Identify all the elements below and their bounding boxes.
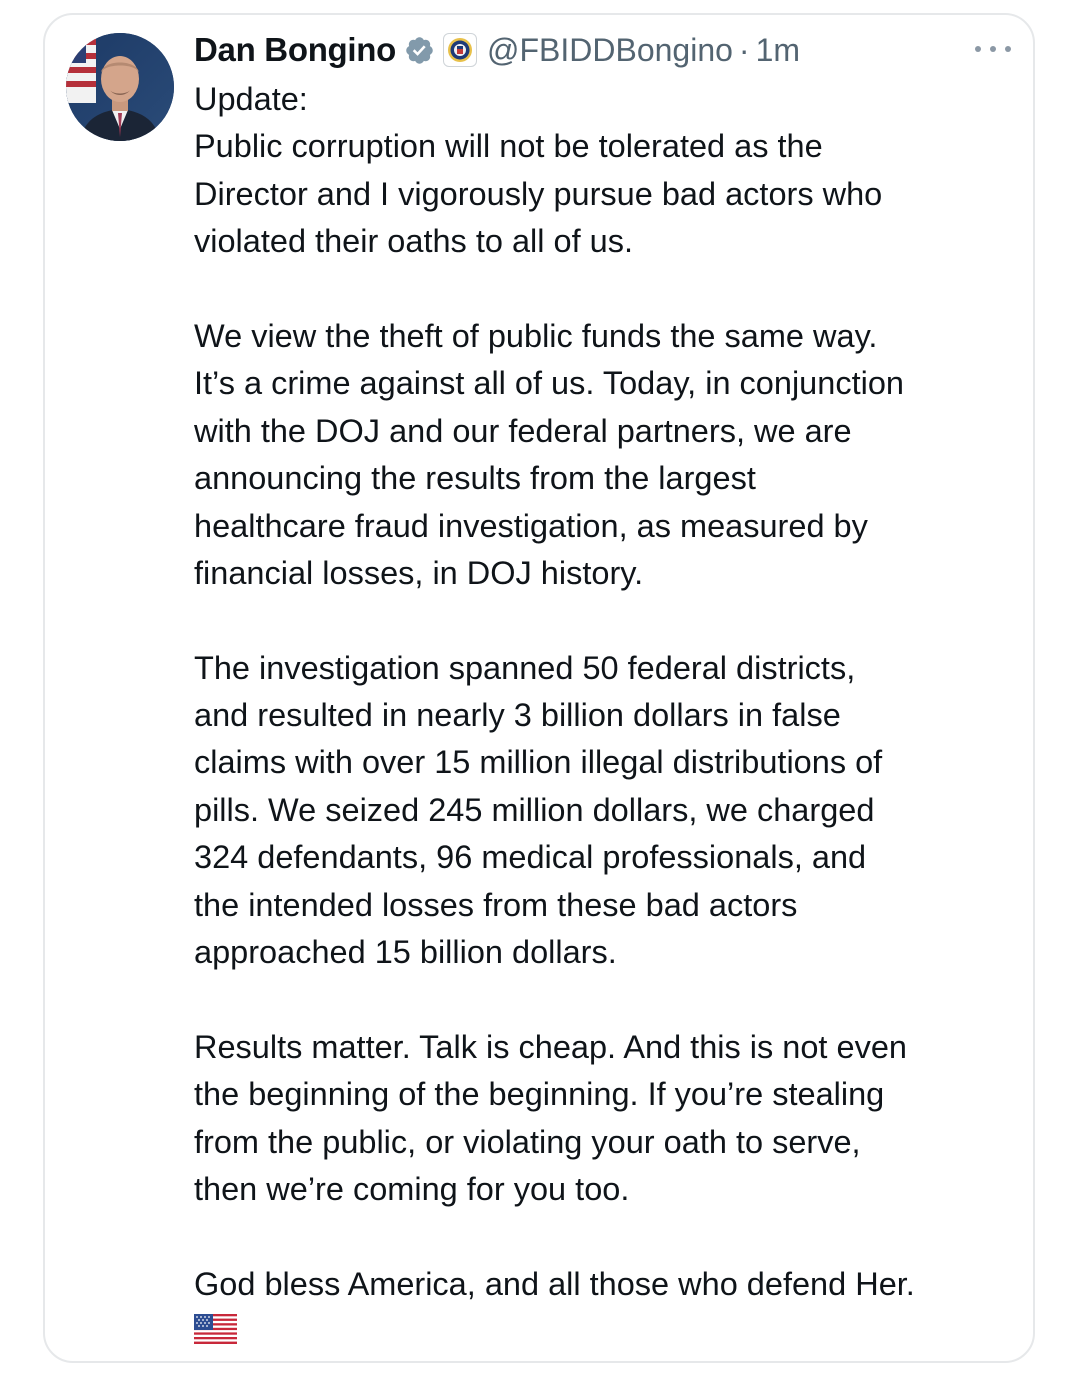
body-line: and resulted in nearly 3 billion dollars in false — [194, 697, 841, 734]
body-line: The investigation spanned 50 federal districts, — [194, 649, 856, 686]
body-line: announcing the results from the largest — [194, 460, 756, 497]
body-line: with the DOJ and our federal partners, we are — [194, 412, 852, 449]
body-line: Director and I vigorously pursue bad actors who — [194, 175, 883, 212]
body-line: God bless America, and all those who defend Her. — [194, 1265, 915, 1302]
us-flag-emoji — [194, 1314, 237, 1344]
body-line: 324 defendants, 96 medical professionals, and — [194, 839, 867, 876]
body-line: claims with over 15 million illegal distributions of — [194, 744, 883, 781]
body-line: then we’re coming for you too. — [194, 1170, 630, 1207]
tweet-header — [194, 26, 800, 74]
separator-dot: · — [738, 31, 750, 68]
tweet-body — [194, 76, 1024, 1344]
author-handle[interactable]: @FBIDDBongino — [487, 31, 733, 68]
body-line: Results matter. Talk is cheap. And this is not even — [194, 1028, 907, 1065]
profile-photo — [66, 33, 174, 141]
body-line: financial losses, in DOJ history. — [194, 554, 644, 591]
avatar[interactable] — [66, 33, 174, 141]
body-line: the intended losses from these bad actors — [194, 886, 798, 923]
body-line: pills. We seized 245 million dollars, we charged — [194, 791, 875, 828]
verified-badge-icon — [404, 35, 435, 66]
body-line: violated their oaths to all of us. — [194, 223, 634, 260]
body-line: from the public, or violating your oath to serve, — [194, 1123, 861, 1160]
tweet-heading: Update: — [194, 81, 308, 117]
author-name[interactable]: Dan Bongino — [194, 31, 396, 68]
more-options-icon[interactable] — [975, 42, 1011, 56]
body-line: the beginning of the beginning. If you’re stealing — [194, 1076, 885, 1113]
fbi-seal-icon[interactable] — [443, 33, 477, 67]
body-line: We view the theft of public funds the same way. — [194, 317, 878, 354]
body-line: healthcare fraud investigation, as measured by — [194, 507, 868, 544]
body-line: It’s a crime against all of us. Today, in conjunction — [194, 365, 904, 402]
body-line: Public corruption will not be tolerated as the — [194, 128, 823, 165]
timestamp[interactable]: 1m — [755, 31, 801, 68]
body-line: approached 15 billion dollars. — [194, 934, 617, 971]
